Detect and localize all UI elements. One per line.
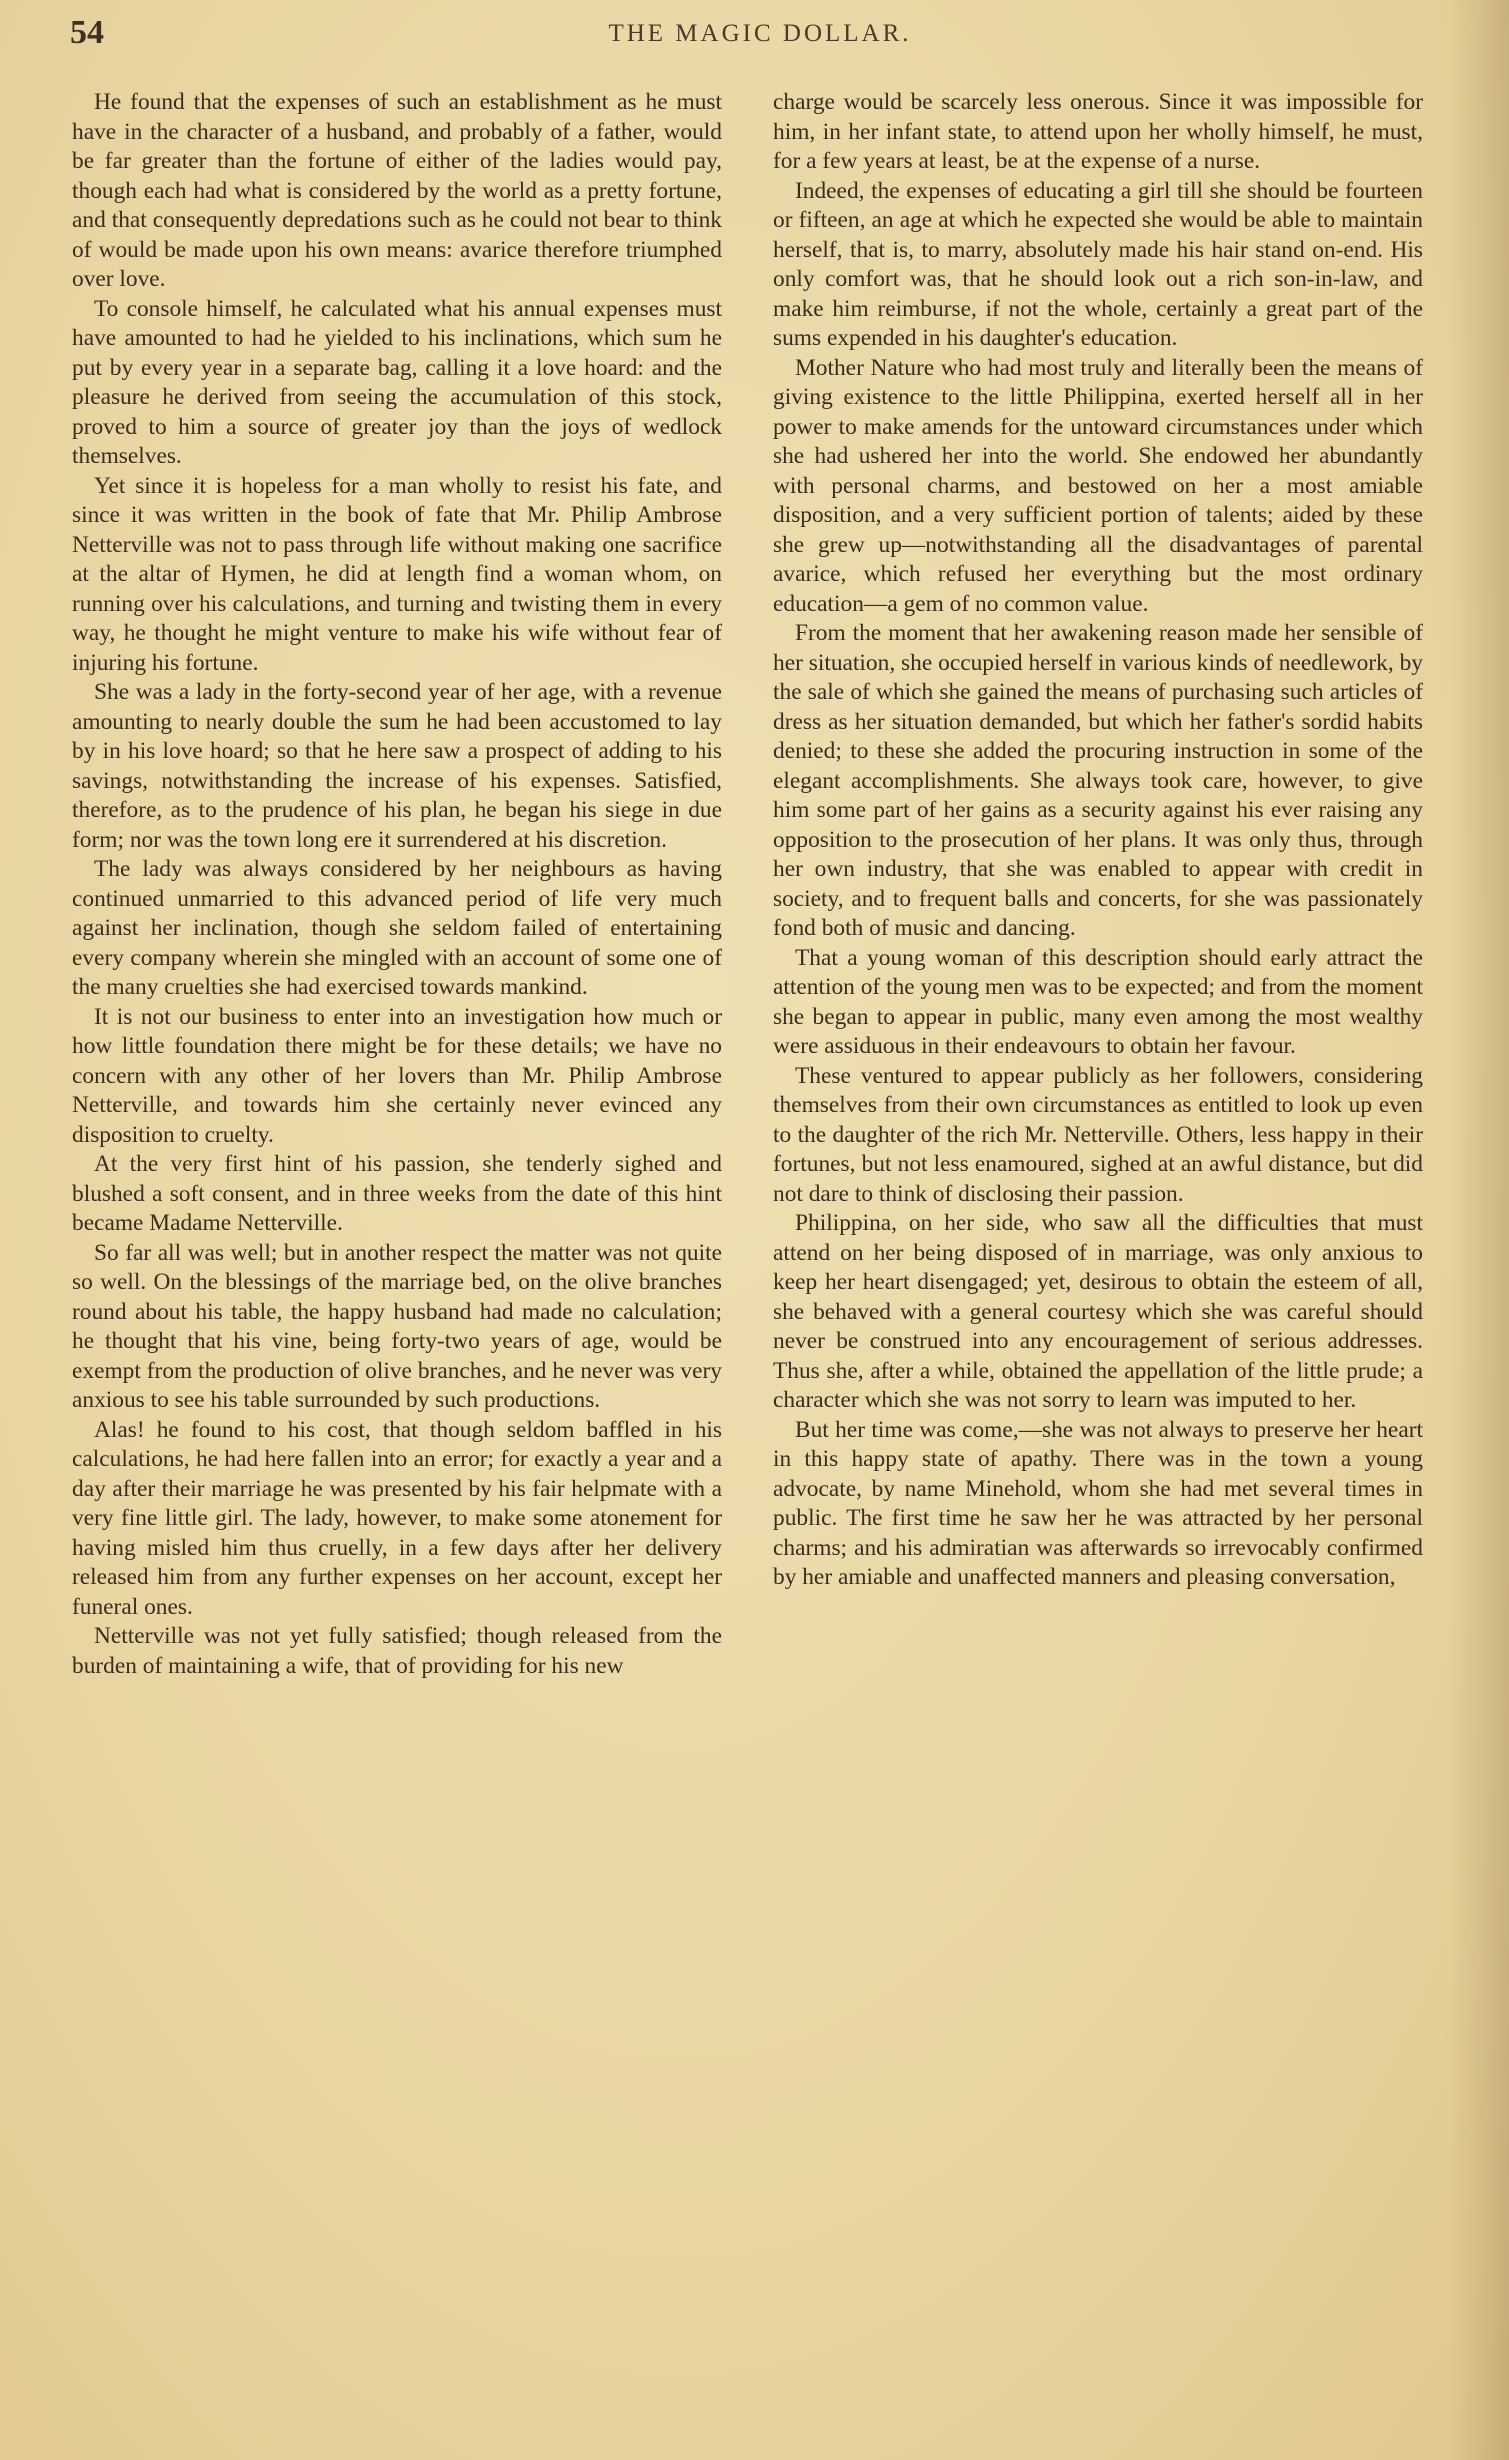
running-title: THE MAGIC DOLLAR. xyxy=(608,20,912,47)
paragraph: Mother Nature who had most truly and literally been the means of giving existence to the little Philippina, exerted herself all in her power to make amends for the untoward circumstances under which she had ushered her into the world. She endowed her abundantly with personal charms, and bestowed on her a most amiable disposition, and a very sufficient portion of talents; aided by these she grew up—notwithstanding all the disadvantages of parental avarice, which refused her everything but the most ordinary education—a gem of no common value. xyxy=(773,354,1423,617)
paragraph: Alas! he found to his cost, that though seldom baffled in his calculations, he had here fallen into an error; for exactly a year and a day after their marriage he was presented by his fair helpmate with a very fine little girl. The lady, however, to make some atonement for having misled him thus cruelly, in a few days after her delivery released him from any further expenses on her account, except her funeral ones. xyxy=(72,1416,722,1620)
paragraph: To console himself, he calculated what his annual expenses must have amounted to had he yielded to his inclinations, which sum he put by every year in a separate bag, calling it a love hoard: and the pleasure he derived from seeing the accumulation of this stock, proved to him a source of greater joy than the joys of wedlock themselves. xyxy=(72,295,722,469)
paragraph: At the very first hint of his passion, she tenderly sighed and blushed a soft consent, and in three weeks from the date of this hint became Madame Netterville. xyxy=(72,1151,722,1236)
page-header xyxy=(70,14,1450,62)
paragraph: That a young woman of this description should early attract the attention of the young men was to be expected; and from the moment she began to appear in public, many even among the most wealthy were assiduous in their endeavours to obtain her favour. xyxy=(773,944,1423,1059)
right-column xyxy=(773,88,1423,2438)
paragraph: It is not our business to enter into an investigation how much or how little foundation there might be for these details; we have no concern with any other of her lovers than Mr. Philip Ambrose Netterville, and towards him she certainly never evinced any disposition to cruelty. xyxy=(72,1003,722,1148)
paragraph: These ventured to appear publicly as her followers, considering themselves from their own circumstances as entitled to look up even to the daughter of the rich Mr. Netterville. Others, less happy in their fortunes, but not less enamoured, sighed at an awful distance, but did not dare to think of disclosing their passion. xyxy=(773,1062,1423,1207)
paragraph: But her time was come,—she was not always to preserve her heart in this happy state of apathy. There was in the town a young advocate, by name Minehold, whom she had met several times in public. The first time he saw her he was attracted by her personal charms; and his admiratian was afterwards so irrevocably confirmed by her amiable and unaffected manners and pleasing conversation, xyxy=(773,1416,1423,1590)
paragraph-continued: charge would be scarcely less onerous. Since it was impossible for him, in her infant state, to attend upon her wholly himself, he must, for a few years at least, be at the expense of a nurse. xyxy=(773,89,1423,174)
paragraph: The lady was always considered by her neighbours as having continued unmarried to this advanced period of life very much against her inclination, though she seldom failed of entertaining every company wherein she mingled with an account of some one of the many cruelties she had exercised towards mankind. xyxy=(72,856,722,1000)
paragraph: From the moment that her awakening reason made her sensible of her situation, she occupied herself in various kinds of needlework, by the sale of which she gained the means of purchasing such articles of dress as her situation demanded, but which her father's sordid habits denied; to these she added the procuring instruction in some of the elegant accomplishments. She always took care, however, to give him some part of her gains as a security against his ever raising any opposition to the prosecution of her plans. It was only thus, through her own industry, that she was enabled to appear with credit in society, and to frequent balls and concerts, for she was passionately fond both of music and dancing. xyxy=(773,620,1423,941)
paragraph: Philippina, on her side, who saw all the difficulties that must attend on her being disposed of in marriage, was only anxious to keep her heart disengaged; yet, desirous to obtain the esteem of all, she behaved with a general courtesy which she was careful should never be construed into any encouragement of serious addresses. Thus she, after a while, obtained the appellation of the little prude; a character which she was not sorry to learn was imputed to her. xyxy=(773,1210,1423,1413)
paragraph: He found that the expenses of such an establishment as he must have in the character of a husband, and probably of a father, would be far greater than the fortune of either of the ladies would pay, though each had what is considered by the world as a pretty fortune, and that consequently depredations such as he could not bear to think of would be made upon his own means: avarice therefore triumphed over love. xyxy=(72,89,722,292)
page-number: 54 xyxy=(70,14,104,51)
left-column xyxy=(72,88,722,2438)
paragraph: Yet since it is hopeless for a man wholly to resist his fate, and since it was written in the book of fate that Mr. Philip Ambrose Netterville was not to pass through life without making one sacrifice at the altar of Hymen, he did at length find a woman whom, on running over his calculations, and turning and twisting them in every way, he thought he might venture to make his wife without fear of injuring his fortune. xyxy=(72,472,722,676)
paragraph: So far all was well; but in another respect the matter was not quite so well. On the blessings of the marriage bed, on the olive branches round about his table, the happy husband had made no calculation; he thought that his vine, being forty-two years of age, would be exempt from the production of olive branches, and he never was very anxious to see his table surrounded by such productions. xyxy=(72,1239,722,1413)
paragraph: Netterville was not yet fully satisfied; though released from the burden of maintaining a wife, that of providing for his new xyxy=(72,1623,722,1679)
page-edge-shadow xyxy=(1449,0,1509,2460)
paragraph: Indeed, the expenses of educating a girl till she should be fourteen or fifteen, an age at which he expected she would be able to maintain herself, that is, to marry, absolutely made his hair stand on-end. His only comfort was, that he should look out a rich son-in-law, and make him reimburse, if not the whole, certainly a great part of the sums expended in his daughter's education. xyxy=(773,177,1423,351)
paragraph: She was a lady in the forty-second year of her age, with a revenue amounting to nearly double the sum he had been accustomed to lay by in his love hoard; so that he here saw a prospect of adding to his savings, notwithstanding the increase of his expenses. Satisfied, therefore, as to the prudence of his plan, he began his siege in due form; nor was the town long ere it surrendered at his discretion. xyxy=(72,679,722,853)
